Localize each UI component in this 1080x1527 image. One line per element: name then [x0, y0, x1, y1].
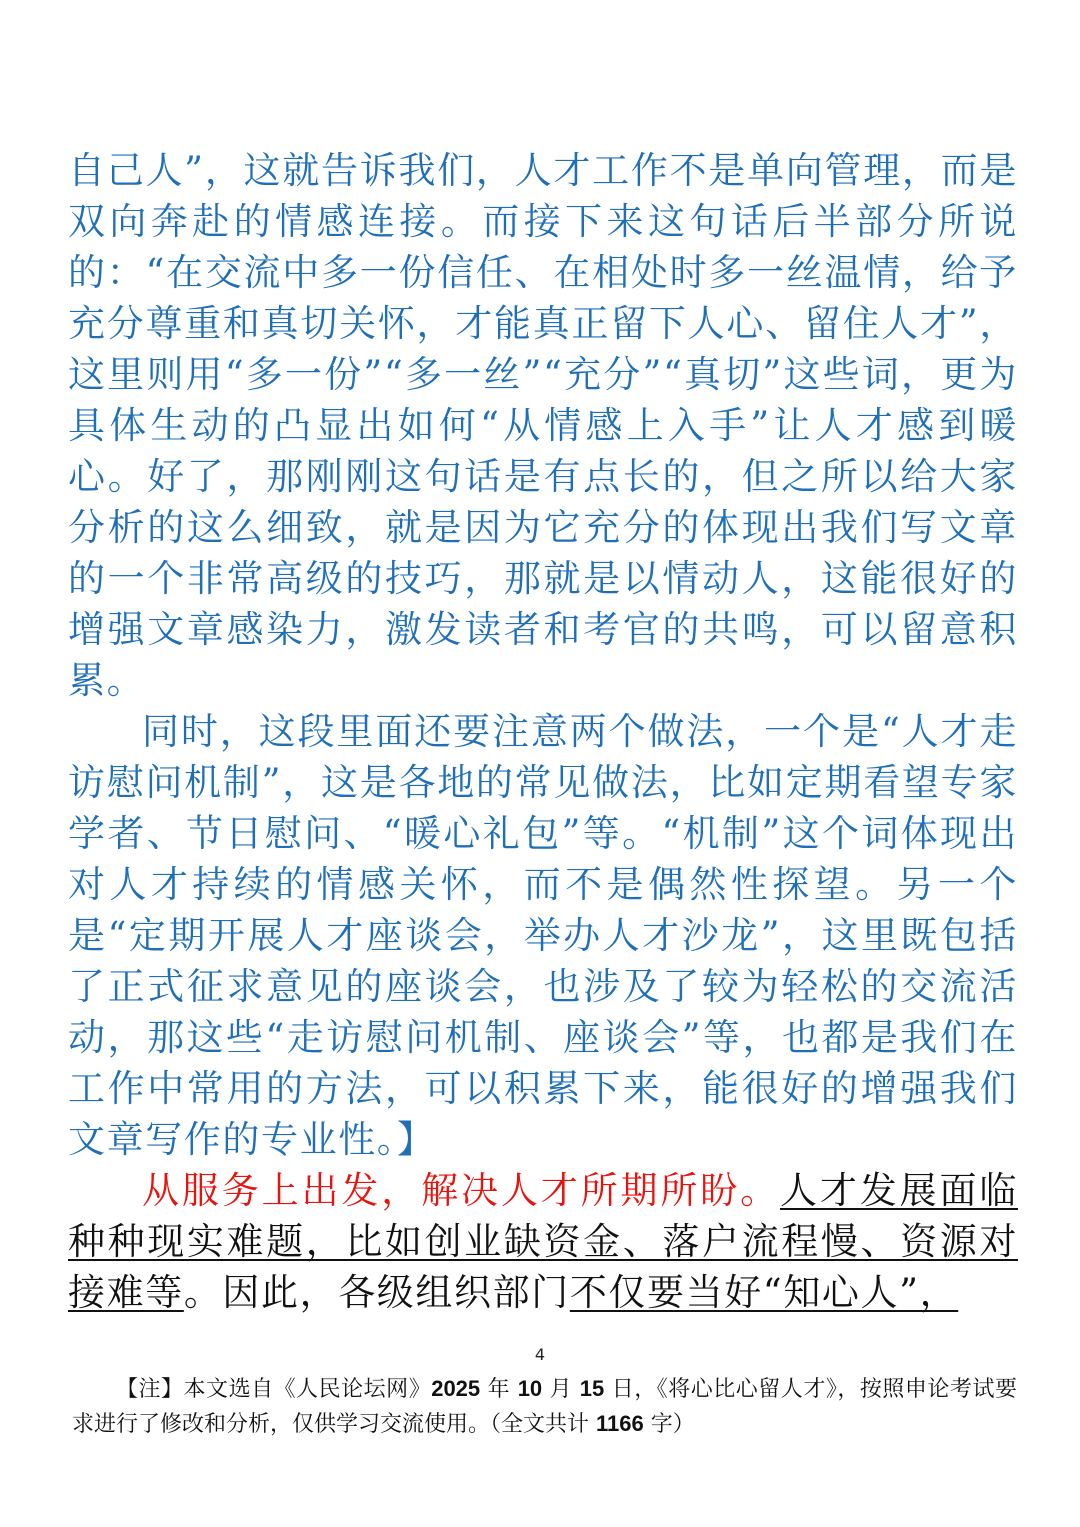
footnote-text: 字） [643, 1412, 695, 1437]
footnote-text: 日，《将心比心留人才》，按照申论考试要求进行了修改和分析，仅供学习交流使用。（全文共计 [72, 1377, 1017, 1437]
footnote-text: 年 [480, 1377, 518, 1402]
analysis-paragraph-1: 自己人”，这就告诉我们，人才工作不是单向管理，而是双向奔赴的情感连接。而接下来这句话后半部分所说的：“在交流中多一份信任、在相处时多一丝温情，给予充分尊重和真切关怀，才能真正留下人心、留住人才”，这里则用“多一份”“多一丝”“充分”“真切”这些词，更为具体生动的凸显出如何“从情感上入手”让人才感到暖心。好了，那刚刚这句话是有点长的，但之所以给大家分析的这么细致，就是因为它充分的体现出我们写文章的一个非常高级的技巧，那就是以情动人，这能很好的增强文章感染力，激发读者和考官的共鸣，可以留意积累。 [68, 149, 1018, 702]
article-body [68, 145, 1018, 1318]
footnote-text: 【注】本文选自《人民论坛网》 [116, 1377, 432, 1402]
underlined-text-1: 人才发展面临种种现实难题，比如创业缺资金、落户流程慢、资源对接难等 [68, 1169, 1018, 1314]
plain-text: 。因此，各级组织部门 [183, 1271, 570, 1314]
footnote-month: 10 [517, 1376, 543, 1401]
footnote-word-count: 1166 [596, 1411, 644, 1436]
article-paragraph [68, 1165, 1018, 1318]
footnote [72, 1372, 1017, 1442]
underlined-text-2: 不仅要当好“知心人”， [569, 1271, 959, 1314]
analysis-paragraph-2: 同时，这段里面还要注意两个做法，一个是“人才走访慰问机制”，这是各地的常见做法，比如定期看望专家学者、节日慰问、“暖心礼包”等。“机制”这个词体现出对人才持续的情感关怀，而不是偶然性探望。另一个是“定期开展人才座谈会，举办人才沙龙”，这里既包括了正式征求意见的座谈会，也涉及了较为轻松的交流活动，那这些“走访慰问机制、座谈会”等，也都是我们在工作中常用的方法，可以积累下来，能很好的增强我们文章写作的专业性。】 [68, 710, 1018, 1161]
footnote-text: 月 [542, 1377, 580, 1402]
page-number: 4 [534, 1345, 546, 1364]
footnote-day: 15 [579, 1376, 605, 1401]
section-heading: 从服务上出发，解决人才所期所盼。 [142, 1169, 781, 1212]
footnote-year: 2025 [431, 1376, 481, 1401]
